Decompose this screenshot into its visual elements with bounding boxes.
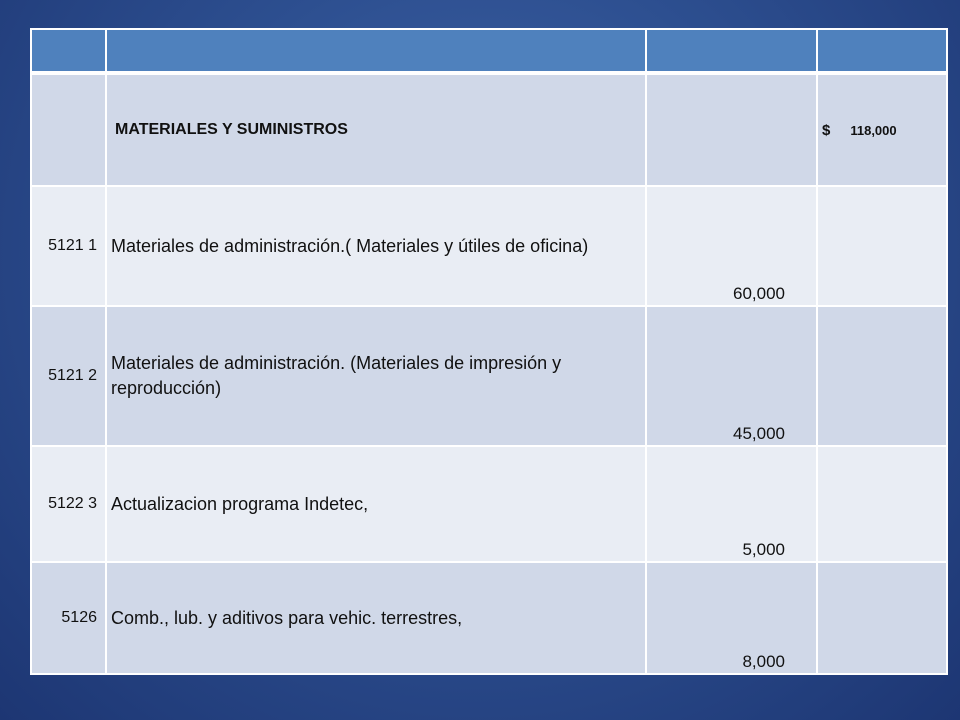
total-cell bbox=[817, 562, 947, 674]
section-row bbox=[31, 73, 947, 186]
header-cell bbox=[646, 29, 817, 73]
account-description: Actualizacion programa Indetec, bbox=[106, 446, 646, 562]
header-cell bbox=[106, 29, 646, 73]
table-header-row bbox=[31, 29, 947, 73]
amount-value: 8,000 bbox=[646, 562, 817, 674]
account-description: Materiales de administración. (Materiales de impresión y reproducción) bbox=[106, 306, 646, 446]
total-cell bbox=[817, 186, 947, 306]
account-code: 5121 2 bbox=[31, 306, 106, 446]
total-cell bbox=[817, 306, 947, 446]
section-total bbox=[817, 73, 947, 186]
header-cell bbox=[817, 29, 947, 73]
table-row bbox=[31, 562, 947, 674]
table-row bbox=[31, 186, 947, 306]
account-code: 5126 bbox=[31, 562, 106, 674]
table-row bbox=[31, 446, 947, 562]
header-cell bbox=[31, 29, 106, 73]
code-cell bbox=[31, 73, 106, 186]
amount-cell bbox=[646, 73, 817, 186]
amount-value: 60,000 bbox=[646, 186, 817, 306]
account-description: Materiales de administración.( Materiales y útiles de oficina) bbox=[106, 186, 646, 306]
total-value: 118,000 bbox=[850, 122, 897, 138]
budget-table bbox=[30, 28, 948, 675]
section-title: MATERIALES Y SUMINISTROS bbox=[106, 73, 646, 186]
account-code: 5121 1 bbox=[31, 186, 106, 306]
total-cell bbox=[817, 446, 947, 562]
table-row bbox=[31, 306, 947, 446]
account-code: 5122 3 bbox=[31, 446, 106, 562]
account-description: Comb., lub. y aditivos para vehic. terrestres, bbox=[106, 562, 646, 674]
currency-symbol: $ bbox=[822, 121, 831, 139]
amount-value: 5,000 bbox=[646, 446, 817, 562]
amount-value: 45,000 bbox=[646, 306, 817, 446]
